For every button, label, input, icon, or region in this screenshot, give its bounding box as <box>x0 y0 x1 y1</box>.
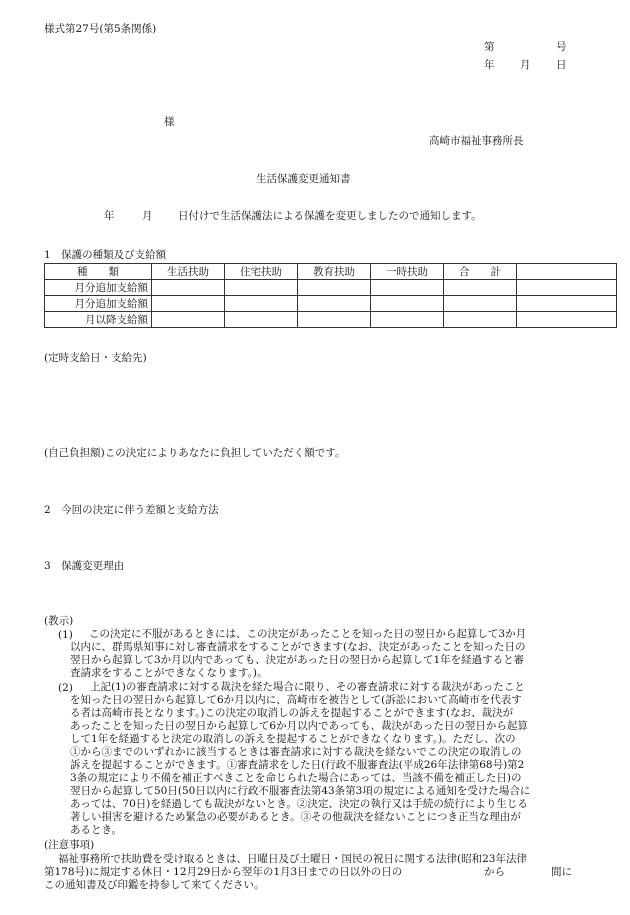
table-cell <box>517 312 617 328</box>
burden-note: (自己負担額)この決定によりあなたに負担していただく額です。 <box>44 447 346 459</box>
section3-heading: 3 保護変更理由 <box>44 560 125 572</box>
text-line: して1年を経過すると決定の取消しの訴えを提起することができなくなります。)。ただし、次の <box>70 733 516 745</box>
table-header-row <box>45 264 617 280</box>
text-line: る者は高崎市長となります。)この決定の取消しの訴えを提起することができます(なお、裁決が <box>70 707 514 719</box>
text-line: 翌日から起算して3か月以内であっても、決定があった日の翌日から起算して1年を経過すると審 <box>70 654 525 666</box>
table-cell <box>225 280 298 296</box>
notes-line-2b: から <box>484 866 505 878</box>
intro-month: 月 <box>142 210 153 222</box>
table-cell <box>371 312 444 328</box>
text-line: 3条の規定により不備を補正すべきことを命じられた場合にあっては、当該不備を補正した日)の <box>70 772 522 784</box>
text-line: 以内に、群馬県知事に対し審査請求をすることができます(なお、決定があったことを知った日の <box>70 641 526 653</box>
table-cell <box>152 280 225 296</box>
text-line: 訴えを提起することができます。①審査請求をした日(行政不服審査法(平成26年法律第68号)第2 <box>70 759 525 771</box>
notes-line-1: 福祉事務所で扶助費を受け取るときは、日曜日及び土曜日・国民の祝日に関する法律(昭和23年法律 <box>58 853 527 865</box>
form-number: 様式第27号(第5条関係) <box>44 23 157 35</box>
text-line: 査請求をすることができなくなります。)。 <box>70 667 268 679</box>
table-cell <box>517 280 617 296</box>
date-month-label: 月 <box>520 59 531 71</box>
recipient-suffix: 様 <box>164 116 175 128</box>
text-line: この決定に不服があるときには、この決定があったことを知った日の翌日から起算して3か月 <box>89 628 527 640</box>
table-row <box>45 312 617 328</box>
column-header: 生活扶助 <box>152 264 225 280</box>
intro-year: 年 <box>104 210 115 222</box>
table-cell <box>298 312 371 328</box>
text-line: 上記(1)の審査請求に対する裁決を経た場合に限り、その審査請求に対する裁決があったこと <box>90 681 525 693</box>
table-cell <box>298 280 371 296</box>
table-cell <box>444 280 517 296</box>
instruction-1-number: (1) <box>58 629 73 641</box>
row-label: 月以降支給額 <box>45 312 152 328</box>
table-cell <box>444 296 517 312</box>
date-day-label: 日 <box>556 59 567 71</box>
table-cell <box>225 312 298 328</box>
instruction-2-number: (2) <box>58 682 73 694</box>
column-header: 合 計 <box>444 264 517 280</box>
notes-line-2a: 第178号)に規定する休日・12月29日から翌年の1月3日までの日以外の日の <box>44 866 403 878</box>
doc-number-suffix: 号 <box>556 41 567 53</box>
column-header <box>517 264 617 280</box>
notes-line-3: この通知書及び印鑑を持参して来てください。 <box>44 879 265 891</box>
instructions-heading: (教示) <box>44 615 74 627</box>
notes-heading: (注意事項) <box>44 839 95 851</box>
table-cell <box>152 312 225 328</box>
column-header: 種 類 <box>45 264 152 280</box>
text-line: ①から③までのいずれかに該当するときは審査請求に対する裁決を経ないでこの決定の取消しの <box>70 746 522 758</box>
notes-line-2c: 間に <box>551 866 572 878</box>
text-line: 翌日から起算して50日(50日以内に行政不服審査法第43条第3項の規定による通知を受けた場合に <box>70 785 531 797</box>
table-cell <box>225 296 298 312</box>
section1-heading: 1 保護の種類及び支給額 <box>44 249 167 261</box>
row-label: 月分追加支給額 <box>45 296 152 312</box>
table-cell <box>371 280 444 296</box>
doc-number-prefix: 第 <box>484 41 495 53</box>
date-year-label: 年 <box>484 59 495 71</box>
table-row <box>45 296 617 312</box>
text-line: あっては、70日)を経過しても裁決がないとき。②決定、決定の執行又は手続の続行により生じる <box>70 798 528 810</box>
column-header: 一時扶助 <box>371 264 444 280</box>
text-line: あったことを知った日の翌日から起算して6か月以内であっても、裁決があった日の翌日から起算 <box>70 720 528 732</box>
table-cell <box>152 296 225 312</box>
intro-text: 日付けで生活保護法による保護を変更しましたので通知します。 <box>178 210 482 222</box>
table-row <box>45 280 617 296</box>
benefit-table <box>44 263 617 328</box>
column-header: 住宅扶助 <box>225 264 298 280</box>
text-line: 著しい損害を避けるため緊急の必要があるとき。③その他裁決を経ないことにつき正当な理由が <box>70 811 521 823</box>
text-line: を知った日の翌日から起算して6か月以内に、高崎市を被告として(訴訟において高崎市を代表す <box>70 694 522 706</box>
page-title: 生活保護変更通知書 <box>256 173 351 185</box>
table-cell <box>371 296 444 312</box>
table-cell <box>298 296 371 312</box>
row-label: 月分追加支給額 <box>45 280 152 296</box>
issuer-name: 高崎市福祉事務所長 <box>429 135 524 147</box>
payment-note: (定時支給日・支給先) <box>44 352 147 364</box>
text-line: あるとき。 <box>70 824 123 836</box>
table-cell <box>444 312 517 328</box>
column-header: 教育扶助 <box>298 264 371 280</box>
table-cell <box>517 296 617 312</box>
section2-heading: 2 今回の決定に伴う差額と支給方法 <box>44 504 219 516</box>
